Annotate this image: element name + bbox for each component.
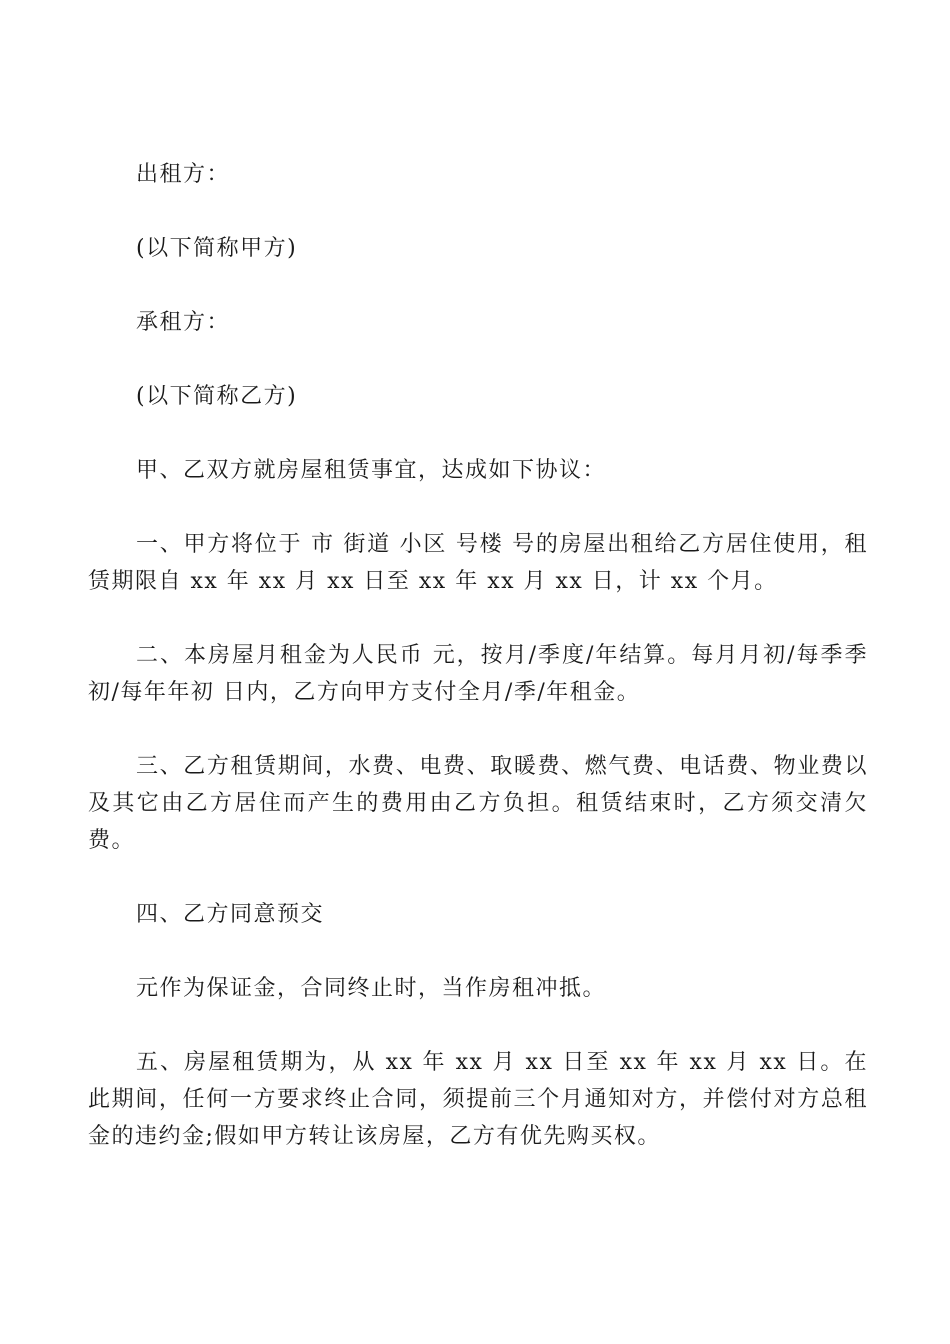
clause-1-premises: 一、甲方将位于 市 街道 小区 号楼 号的房屋出租给乙方居住使用，租赁期限自 xx 年 xx 月 xx 日至 xx 年 xx 月 xx 日，计 xx 个月。 — [88, 532, 868, 594]
lessor-line: 出租方： — [136, 162, 231, 187]
lessee-line: 承租方： — [136, 310, 231, 335]
party-b-note: (以下简称乙方) — [136, 384, 298, 409]
clause-2-rent: 二、本房屋月租金为人民币 元，按月/季度/年结算。每月月初/每季季初/每年年初 日内，乙方向甲方支付全月/季/年租金。 — [88, 643, 868, 705]
clause-3-fees: 三、乙方租赁期间，水费、电费、取暖费、燃气费、电话费、物业费以及其它由乙方居住而产生的费用由乙方负担。租赁结束时，乙方须交清欠费。 — [88, 754, 868, 853]
clause-4-deposit-cont: 元作为保证金，合同终止时，当作房租冲抵。 — [136, 976, 607, 1001]
clause-5-term: 五、房屋租赁期为，从 xx 年 xx 月 xx 日至 xx 年 xx 月 xx 日。在此期间，任何一方要求终止合同，须提前三个月通知对方，并偿付对方总租金的违约金;假如甲方转让该房屋，乙方有优先购买权。 — [88, 1050, 868, 1149]
party-a-note: (以下简称甲方) — [136, 236, 298, 261]
agreement-intro: 甲、乙双方就房屋租赁事宜，达成如下协议： — [136, 458, 607, 483]
clause-4-deposit: 四、乙方同意预交 — [136, 902, 325, 927]
